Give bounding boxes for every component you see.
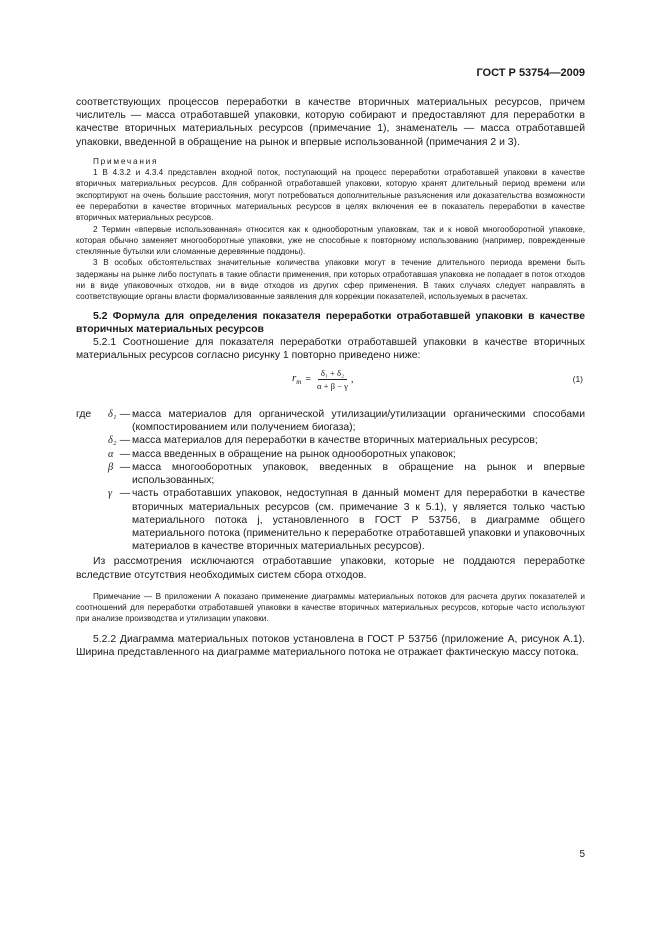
exclusion-paragraph: Из рассмотрения исключаются отработавшие упаковки, которые не поддаются переработке вследствие отсутствия необходимых систем сбора отходов.	[76, 556, 585, 581]
where-word: где	[76, 409, 92, 421]
notes-title: Примечания	[93, 156, 159, 166]
symbol-beta: β	[108, 461, 114, 473]
definition-delta2: δ₂ — масса материалов для переработки в качестве вторичных материальных ресурсов;	[76, 434, 585, 447]
page-number: 5	[579, 849, 585, 860]
annex-note: Примечание — В приложении А показано применение диаграммы материальных потоков для расчета других показателей и соотношений для переработки отработавшей упаковки в качестве вторичных материальных ресурсов, которые часто используют при анализе производства и утилизации упаковки.	[76, 591, 585, 624]
equation-number: (1)	[572, 374, 583, 385]
note-3: 3 В особых обстоятельствах значительные количества упаковки могут в течение длительного периода времени быть задержаны на рынке либо поступать в такие области применения, при которых отработавшая упаковка не попадает в поток отходов ни в виде упаковочных отходов, ни в виде отходов из других сфер применения. В таких случаях следует направлять в соответствующие органы власти формализованные заявления для коррекции показателей, используемых в расчетах.	[76, 258, 585, 302]
section-5-2-heading: 5.2 Формула для определения показателя переработки отработавшей упаковки в качестве вторичных материальных ресурсов	[76, 310, 585, 335]
symbol-delta2: δ₂	[108, 435, 117, 447]
formula-1	[76, 364, 585, 404]
notes-block	[76, 156, 585, 303]
note-2: 2 Термин «впервые использованная» относится как к однооборотным упаковкам, так и к новой многооборотной упаковке, которая обычно заменяет многооборотные упаковки, уже не способные к повторному использованию (например, поврежденные стеклянные бутылки или сломанные деревянные поддоны).	[76, 224, 585, 257]
symbol-alpha: α	[108, 448, 114, 460]
definition-text: масса материалов для переработки в качестве вторичных материальных ресурсов;	[132, 435, 538, 447]
definition-delta1: где δ₁ — масса материалов для органической утилизации/утилизации органическими способами (компостированием или получением биогаза);	[76, 409, 585, 434]
formula-expression	[292, 368, 353, 391]
definition-beta: β — масса многооборотных упаковок, введенных в обращение на рынок и впервые использованных;	[108, 461, 585, 487]
formula-denominator: α + β − γ	[316, 381, 348, 392]
formula-equals: =	[305, 374, 311, 386]
definition-text: часть отработавших упаковок, недоступная в данный момент для переработки в качестве вторичных материальных ресурсов (см. примечание 3 к 5.1), γ является только частью материального потока j, установленного в ГОСТ Р 53756, в диаграмме общего материального потока (применительно к переработке отработавшей упаковки и упаковочных материалов в качестве вторичных материальных ресурсов).	[132, 488, 585, 553]
formula-lhs: $r_m$	[292, 372, 302, 387]
definition-gamma: γ — часть отработавших упаковок, недоступная в данный момент для переработки в качестве вторичных материальных ресурсов (см. примечание 3 к 5.1), γ является только частью материального потока j, установленного в ГОСТ Р 53756, в диаграмме общего материального потока (применительно к переработке отработавшей упаковки и упаковочных материалов в качестве вторичных материальных ресурсов).	[108, 488, 585, 553]
paragraph-5-2-1: 5.2.1 Соотношение для показателя переработки отработавшей упаковки в качестве вторичных материальных ресурсов согласно рисунку 1 повторно приведено ниже:	[76, 336, 585, 361]
symbol-delta1: δ₁	[108, 409, 117, 421]
intro-paragraph: соответствующих процессов переработки в качестве вторичных материальных ресурсов, причем числитель — масса отработавшей упаковки, которую собирают и предоставляют для переработки в качестве вторичных материальных ресурсов (примечание 1), знаменатель — масса отработавшей упаковки, введенной в обращение на рынок и впервые использованной (примечания 2 и 3).	[76, 97, 585, 148]
document-body	[76, 96, 585, 659]
formula-tail: ,	[350, 374, 354, 386]
definition-text: масса многооборотных упаковок, введенных в обращение на рынок и впервые использованных;	[132, 461, 585, 487]
document-id-header: ГОСТ Р 53754—2009	[476, 67, 585, 79]
formula-fraction	[314, 368, 351, 391]
paragraph-5-2-2: 5.2.2 Диаграмма материальных потоков установлена в ГОСТ Р 53756 (приложение А, рисунок А.1). Ширина представленного на диаграмме материального потока не отражает фактическую массу потока.	[76, 633, 585, 658]
definition-text: масса материалов для органической утилизации/утилизации органическими способами (компостированием или получением биогаза);	[132, 409, 585, 434]
note-1: 1 В 4.3.2 и 4.3.4 представлен входной поток, поступающий на процесс переработки отработавшей упаковки в качестве вторичных материальных ресурсов. Для собранной отработавшей упаковки, которую хранят длительный период времени или экспортируют на очень большие расстояния, могут потребоваться дополнительные разъяснения или доказательства возможности ее переработки в качестве вторичных материальных ресурсов в целях включения ее в показатель переработки в качестве вторичных материальных ресурсов.	[76, 168, 585, 223]
definitions-list	[76, 408, 585, 553]
symbol-gamma: γ	[108, 488, 113, 500]
definition-text: масса введенных в обращение на рынок однооборотных упаковок;	[132, 448, 456, 460]
formula-numerator: δ₁ + δ₂	[318, 368, 347, 380]
definition-alpha: α — масса введенных в обращение на рынок однооборотных упаковок;	[76, 448, 585, 461]
